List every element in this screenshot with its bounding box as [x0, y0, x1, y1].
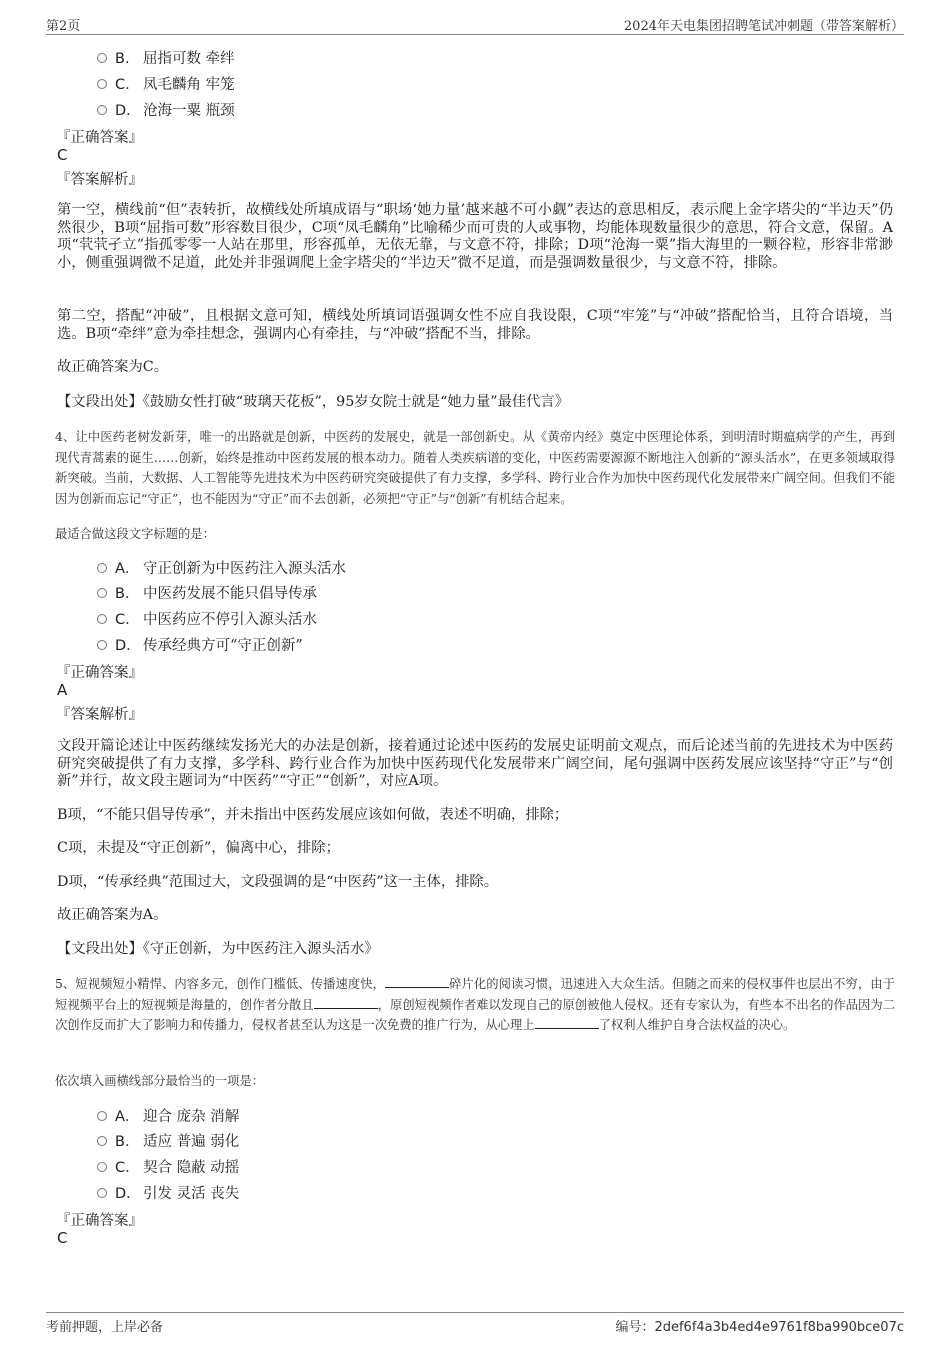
- radio-icon[interactable]: [97, 588, 107, 598]
- q3-source: 【文段出处】《鼓励女性打破“玻璃天花板”，95岁女院士就是“她力量”最佳代言》: [57, 394, 570, 410]
- q5-option-c[interactable]: C． 契合 隐蔽 动摇: [97, 1156, 239, 1176]
- radio-icon[interactable]: [97, 1162, 107, 1172]
- page-number: 第2页: [46, 19, 81, 34]
- blank-2[interactable]: [314, 997, 378, 1009]
- q3-answer-label: 『正确答案』: [56, 130, 143, 146]
- q5-prompt: 依次填入画横线部分最恰当的一项是：: [55, 1074, 265, 1088]
- page-header: [46, 13, 904, 35]
- q3-analysis-p1: 第一空，横线前“但”表转折，故横线处所填成语与“职场‘她力量’越来越不可小觑”表达的意思相反，表示爬上金字塔尖的“半边天”仍然很少，B项“屈指可数”形容数目很少，C项“凤毛麟角”比喻稀少而可贵的人或事物，均能体现数量很少的意思，符合文意，保留。A项“茕茕孑立”指孤零零一人站在那里，形容孤单，无依无靠，与文意不符，排除；D项“沧海一粟”指大海里的一颗谷粒，形容非常渺小，侧重强调微不足道，此处并非强调爬上金字塔尖的“半边天”微不足道，而是强调数量很少，与文意不符，排除。: [57, 202, 893, 271]
- q4-option-a[interactable]: A． 守正创新为中医药注入源头活水: [97, 557, 346, 577]
- q4-source: 【文段出处】《守正创新，为中医药注入源头活水》: [57, 941, 379, 957]
- q4-prompt: 最适合做这段文字标题的是：: [55, 527, 215, 541]
- radio-icon[interactable]: [97, 563, 107, 573]
- blank-1[interactable]: [385, 976, 449, 988]
- q3-option-b[interactable]: B． 屈指可数 牵绊: [97, 47, 235, 67]
- q3-option-c[interactable]: C． 凤毛麟角 牢笼: [97, 73, 235, 93]
- q3-analysis-label: 『答案解析』: [56, 172, 143, 188]
- q4-analysis-p5: 故正确答案为A。: [57, 907, 168, 923]
- q4-answer: A: [57, 681, 68, 699]
- q4-analysis-p3: C项，未提及“守正创新”，偏离中心，排除；: [57, 840, 340, 856]
- radio-icon[interactable]: [97, 79, 107, 89]
- radio-icon[interactable]: [97, 53, 107, 63]
- radio-icon[interactable]: [97, 105, 107, 115]
- q4-analysis-p4: D项，“传承经典”范围过大，文段强调的是“中医药”这一主体，排除。: [57, 874, 499, 890]
- q4-option-d[interactable]: D． 传承经典方可“守正创新”: [97, 634, 303, 654]
- q5-option-a[interactable]: A． 迎合 庞杂 消解: [97, 1105, 239, 1125]
- page-footer: [46, 1312, 904, 1334]
- q4-answer-label: 『正确答案』: [56, 665, 143, 681]
- q3-option-d[interactable]: D． 沧海一粟 瓶颈: [97, 99, 235, 119]
- q5-answer-label: 『正确答案』: [56, 1213, 143, 1229]
- blank-3[interactable]: [535, 1017, 599, 1029]
- q5-option-b[interactable]: B． 适应 普遍 弱化: [97, 1130, 239, 1150]
- q3-answer: C: [57, 146, 68, 164]
- document-title: 2024年天电集团招聘笔试冲刺题（带答案解析）: [623, 19, 904, 34]
- q5-option-d[interactable]: D． 引发 灵活 丧失: [97, 1182, 239, 1202]
- q3-analysis-p2: 第二空，搭配“冲破”，且根据文意可知，横线处所填词语强调女性不应自我设限，C项“牢笼”与“冲破”搭配恰当，且符合语境，当选。B项“牵绊”意为牵挂想念，强调内心有牵挂，与“冲破”搭配不当，排除。: [57, 308, 893, 342]
- q4-option-b[interactable]: B． 中医药发展不能只倡导传承: [97, 582, 317, 602]
- radio-icon[interactable]: [97, 614, 107, 624]
- q4-analysis-p2: B项，“不能只倡导传承”，并未指出中医药发展应该如何做，表述不明确，排除；: [57, 807, 569, 823]
- q5-stem: 5、短视频短小精悍、内容多元，创作门槛低、传播速度快， 碎片化的阅读习惯，迅速进入大众生活。但随之而来的侵权事件也层出不穷，由于短视频平台上的短视频是海量的，创作者分散且 ，原创短视频作者难以发现自己的原创被他人侵权。还有专家认为，有些本不出名的作品因为二次创作反而扩大了影响力和传播力，侵权者甚至认为这是一次免费的推广行为，从心理上 了权利人维护自身合法权益的决心。: [55, 977, 895, 1032]
- q4-analysis-label: 『答案解析』: [56, 707, 143, 723]
- q4-analysis-p1: 文段开篇论述让中医药继续发扬光大的办法是创新，接着通过论述中医药的发展史证明前文观点，而后论述当前的先进技术为中医药研究突破提供了有力支撑，多学科、跨行业合作为加快中医药现代化发展带来广阔空间，尾句强调中医药发展应该坚持“守正”与“创新”并行，故文段主题词为“中医药”“守正”“创新”，对应A项。: [57, 738, 893, 789]
- q4-option-c[interactable]: C． 中医药应不停引入源头活水: [97, 608, 317, 628]
- q3-analysis-p3: 故正确答案为C。: [57, 359, 169, 375]
- radio-icon[interactable]: [97, 1136, 107, 1146]
- document-code: 编号：2def6f4a3b4ed4e9761f8ba990bce07c: [615, 1320, 904, 1335]
- q5-answer: C: [57, 1229, 68, 1247]
- q4-stem: 4、让中医药老树发新芽，唯一的出路就是创新，中医药的发展史，就是一部创新史。从《黄帝内经》奠定中医理论体系，到明清时期瘟病学的产生，再到现代青蒿素的诞生……创新，始终是推动中医药发展的根本动力。随着人类疾病谱的变化，中医药需要源源不断地注入创新的“源头活水”，在更多领域取得新突破。当前，大数据、人工智能等先进技术为中医药研究突破提供了有力支撑，多学科、跨行业合作为加快中医药现代化发展带来广阔空间。但我们不能因为创新而忘记“守正”，也不能因为“守正”而不去创新，必须把“守正”与“创新”有机结合起来。: [55, 430, 895, 506]
- footer-slogan: 考前押题，上岸必备: [46, 1320, 164, 1335]
- radio-icon[interactable]: [97, 1188, 107, 1198]
- radio-icon[interactable]: [97, 1111, 107, 1121]
- radio-icon[interactable]: [97, 640, 107, 650]
